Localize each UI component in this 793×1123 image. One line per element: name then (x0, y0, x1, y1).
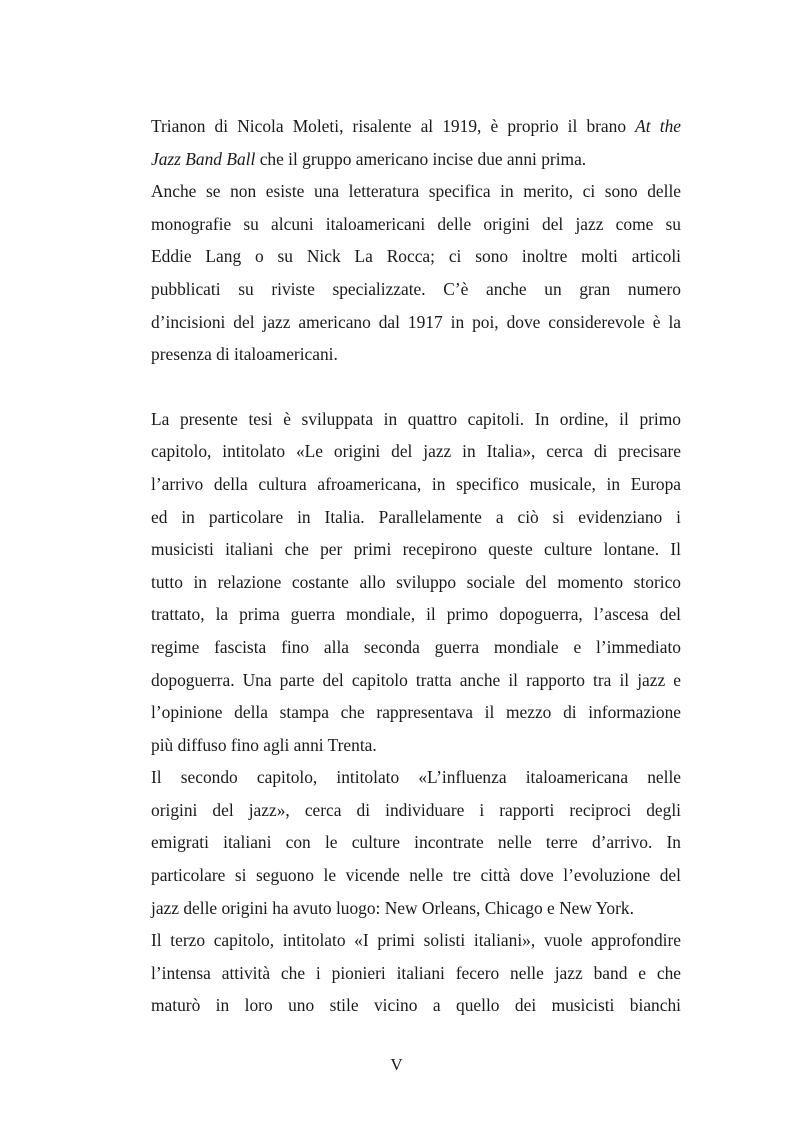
text-line (151, 664, 681, 697)
text-line (151, 110, 681, 143)
text-line (151, 533, 681, 566)
text-segment: maturò in loro uno stile vicino a quello dei musicisti bianchi (151, 995, 681, 1016)
text-segment: ed in particolare in Italia. Parallelamente a ciò si evidenziano i (151, 506, 681, 527)
text-segment: l’intensa attività che i pionieri italiani fecero nelle jazz band e che (151, 962, 681, 983)
text-line (151, 631, 681, 664)
paragraph (151, 924, 681, 1022)
text-line (151, 435, 681, 468)
text-line (151, 306, 681, 339)
text-segment: monografie su alcuni italoamericani delle origini del jazz come su (151, 213, 681, 234)
text-line (151, 729, 681, 762)
text-segment: l’opinione della stampa che rappresentava il mezzo di informazione (151, 702, 681, 723)
text-line (151, 826, 681, 859)
text-segment: tutto in relazione costante allo sviluppo sociale del momento storico (151, 571, 681, 592)
text-segment: più diffuso fino agli anni Trenta. (151, 734, 377, 755)
text-segment: trattato, la prima guerra mondiale, il primo dopoguerra, l’ascesa del (151, 604, 681, 625)
text-line (151, 566, 681, 599)
text-line (151, 892, 681, 925)
text-segment: Il secondo capitolo, intitolato «L’influenza italoamericana nelle (151, 767, 681, 788)
text-line (151, 143, 681, 176)
paragraph-gap (151, 371, 681, 403)
text-segment: emigrati italiani con le culture incontrate nelle terre d’arrivo. In (151, 832, 681, 853)
text-line (151, 403, 681, 436)
text-line (151, 240, 681, 273)
text-segment: Il terzo capitolo, intitolato «I primi solisti italiani», vuole approfondire (151, 930, 681, 951)
text-segment: presenza di italoamericani. (151, 344, 338, 365)
text-line (151, 273, 681, 306)
text-line (151, 338, 681, 371)
text-line (151, 468, 681, 501)
paragraph (151, 175, 681, 371)
text-segment: d’incisioni del jazz americano dal 1917 in poi, dove considerevole è la (151, 311, 681, 332)
text-segment: capitolo, intitolato «Le origini del jazz in Italia», cerca di precisare (151, 441, 681, 462)
paragraph (151, 761, 681, 924)
text-segment: jazz delle origini ha avuto luogo: New Orleans, Chicago e New York. (151, 897, 634, 918)
text-line (151, 208, 681, 241)
text-line (151, 794, 681, 827)
text-line (151, 989, 681, 1022)
text-line (151, 501, 681, 534)
text-line (151, 696, 681, 729)
text-segment: dopoguerra. Una parte del capitolo tratta anche il rapporto tra il jazz e (151, 669, 681, 690)
text-line (151, 761, 681, 794)
text-segment: l’arrivo della cultura afroamericana, in specifico musicale, in Europa (151, 473, 681, 494)
text-segment: pubblicati su riviste specializzate. C’è anche un gran numero (151, 278, 681, 299)
paragraph (151, 403, 681, 762)
italic-title: Jazz Band Ball (151, 148, 256, 169)
text-segment: origini del jazz», cerca di individuare i rapporti reciproci degli (151, 799, 681, 820)
text-line (151, 598, 681, 631)
italic-title: At the (635, 116, 681, 136)
text-line (151, 859, 681, 892)
text-segment: regime fascista fino alla seconda guerra mondiale e l’immediato (151, 636, 681, 657)
text-segment: Trianon di Nicola Moleti, risalente al 1919, è proprio il brano (151, 116, 636, 136)
text-segment: Anche se non esiste una letteratura specifica in merito, ci sono delle (151, 181, 681, 202)
text-segment: La presente tesi è sviluppata in quattro capitoli. In ordine, il primo (151, 408, 681, 429)
text-line (151, 957, 681, 990)
text-segment: Eddie Lang o su Nick La Rocca; ci sono inoltre molti articoli (151, 246, 681, 267)
text-line (151, 924, 681, 957)
document-body (151, 110, 681, 1022)
text-segment: particolare si seguono le vicende nelle tre città dove l’evoluzione del (151, 865, 681, 886)
paragraph (151, 110, 681, 175)
text-segment: che il gruppo americano incise due anni prima. (255, 148, 587, 169)
text-segment: musicisti italiani che per primi recepirono queste culture lontane. Il (151, 539, 681, 560)
page-number: V (390, 1055, 403, 1074)
text-line (151, 175, 681, 208)
